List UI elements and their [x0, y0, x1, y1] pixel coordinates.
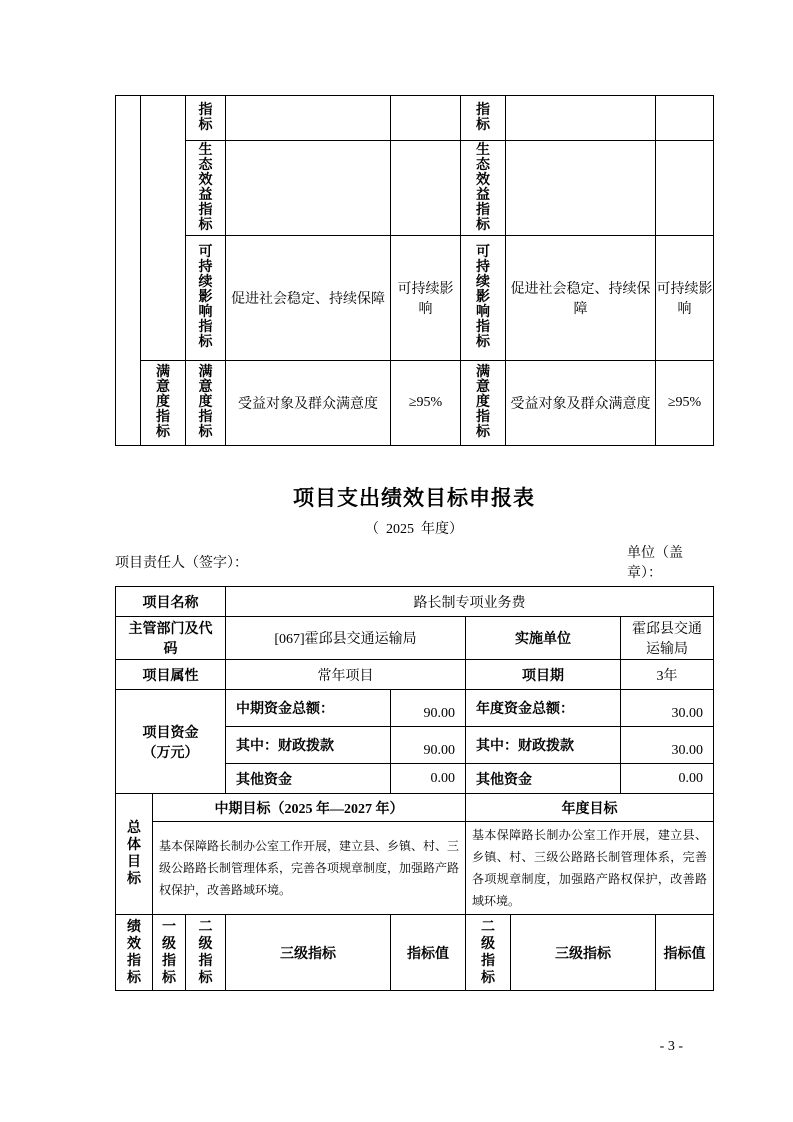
empty-cell [391, 141, 461, 236]
overall-goal-label-text: 总体目标 [127, 821, 141, 887]
satisfaction-group-label [141, 361, 186, 446]
level2-indicator-header-left [186, 915, 226, 991]
overall-goal-label [116, 794, 153, 915]
table-row [116, 617, 714, 660]
level1-indicator-header-text: 一级指标 [162, 919, 176, 986]
annual-goal-header: 年度目标 [466, 794, 714, 822]
midterm-other-value: 0.00 [391, 764, 466, 794]
signature-row [115, 542, 713, 582]
table-row [116, 361, 714, 446]
project-funds-label-text: 项目资金（万元） [142, 725, 199, 761]
eco-benefit-label-left [186, 141, 226, 236]
level3-indicator-header-left: 三级指标 [226, 915, 391, 991]
eco-benefit-label-left-text: 生态效益指标 [198, 142, 213, 233]
continuation-table [115, 95, 714, 446]
impl-unit-label: 实施单位 [466, 617, 621, 660]
project-name-label: 项目名称 [116, 587, 226, 617]
sustain-impact-label-left [186, 236, 226, 361]
satisfaction-value-left: ≥95% [391, 361, 461, 446]
annual-total-value: 30.00 [621, 690, 714, 727]
page-number: - 3 - [659, 1039, 683, 1054]
satisfaction-indicator-left: 受益对象及群众满意度 [226, 361, 391, 446]
midterm-total-label: 中期资金总额： [226, 690, 391, 727]
satisfaction-group-label-text: 满意度指标 [156, 365, 170, 440]
annual-other-value: 0.00 [621, 764, 714, 794]
group-empty-cell [141, 96, 186, 361]
indicator-label-right-text: 指标 [476, 102, 490, 133]
project-period-label: 项目期 [466, 660, 621, 690]
annual-other-label: 其他资金 [466, 764, 621, 794]
level2-indicator-header-left-text: 二级指标 [198, 919, 213, 986]
table-row [116, 96, 714, 141]
sustain-impact-label-left-text: 可持续影响指标 [198, 245, 213, 350]
empty-cell [226, 141, 391, 236]
department-code-value: [067]霍邱县交通运输局 [226, 617, 466, 660]
project-attribute-label: 项目属性 [116, 660, 226, 690]
perf-indicator-label [116, 915, 153, 991]
sustain-indicator-right: 促进社会稳定、持续保障 [506, 236, 656, 361]
department-code-label-text: 主管部门及代码 [128, 622, 213, 657]
table-row [116, 690, 714, 727]
sustain-value-left: 可持续影响 [391, 236, 461, 361]
satisfaction-indicator-right: 受益对象及群众满意度 [506, 361, 656, 446]
unit-seal-label: 单位（盖章）： [627, 546, 683, 581]
indicator-label-left [186, 96, 226, 141]
declaration-table [115, 586, 714, 991]
impl-unit-value: 霍邱县交通运输局 [621, 617, 714, 660]
spacer-cell [116, 96, 141, 446]
empty-cell [656, 141, 714, 236]
sustain-impact-label-right-text: 可持续影响指标 [476, 245, 490, 350]
project-attribute-value: 常年项目 [226, 660, 466, 690]
table-row [116, 794, 714, 822]
sustain-indicator-left: 促进社会稳定、持续保障 [226, 236, 391, 361]
midterm-fiscal-label: 其中：财政拨款 [226, 727, 391, 764]
sustain-impact-label-right [461, 236, 506, 361]
eco-benefit-label-right [461, 141, 506, 236]
midterm-total-value: 90.00 [391, 690, 466, 727]
perf-indicator-label-text: 绩效指标 [127, 919, 141, 986]
satisfaction-label-left [186, 361, 226, 446]
indicator-value-header-right: 指标值 [656, 915, 714, 991]
eco-benefit-label-right-text: 生态效益指标 [476, 142, 490, 233]
midterm-fiscal-value: 90.00 [391, 727, 466, 764]
indicator-label-left-text: 指标 [198, 102, 213, 133]
satisfaction-value-right: ≥95% [656, 361, 714, 446]
annual-fiscal-value: 30.00 [621, 727, 714, 764]
midterm-goal-text: 基本保障路长制办公室工作开展，建立县、乡镇、村、三级公路路长制管理体系，完善各项规章制度，加强路产路权保护，改善路域环境。 [153, 822, 466, 915]
level3-indicator-header-right: 三级指标 [511, 915, 656, 991]
empty-cell [391, 96, 461, 141]
table-row [116, 822, 714, 915]
project-period-value: 3年 [621, 660, 714, 690]
table-row [116, 587, 714, 617]
department-code-label [116, 617, 226, 660]
page-content [115, 95, 713, 1055]
responsible-person-label: 项目责任人（签字）： [115, 556, 248, 571]
midterm-other-label: 其他资金 [226, 764, 391, 794]
empty-cell [226, 96, 391, 141]
empty-cell [506, 141, 656, 236]
indicator-label-right [461, 96, 506, 141]
annual-total-label: 年度资金总额： [466, 690, 621, 727]
project-name-value: 路长制专项业务费 [226, 587, 714, 617]
table-row [116, 141, 714, 236]
annual-fiscal-label: 其中：财政拨款 [466, 727, 621, 764]
project-funds-label [116, 690, 226, 794]
table-row [116, 915, 714, 991]
level1-indicator-header [153, 915, 186, 991]
satisfaction-label-right-text: 满意度指标 [476, 365, 490, 440]
annual-goal-text: 基本保障路长制办公室工作开展，建立县、乡镇、村、三级公路路长制管理体系，完善各项规章制度，加强路产路权保护，改善路域环境。 [466, 822, 714, 915]
page-title: 项目支出绩效目标申报表 [293, 486, 535, 510]
empty-cell [506, 96, 656, 141]
satisfaction-label-right [461, 361, 506, 446]
level2-indicator-header-right-text: 二级指标 [481, 919, 495, 986]
table-row [116, 660, 714, 690]
table-row [116, 236, 714, 361]
indicator-value-header-left: 指标值 [391, 915, 466, 991]
year-line: （ 2025 年度） [365, 522, 463, 537]
midterm-goal-header: 中期目标（2025 年—2027 年） [153, 794, 466, 822]
satisfaction-label-left-text: 满意度指标 [198, 365, 213, 440]
sustain-value-right: 可持续影响 [656, 236, 714, 361]
level2-indicator-header-right [466, 915, 511, 991]
empty-cell [656, 96, 714, 141]
